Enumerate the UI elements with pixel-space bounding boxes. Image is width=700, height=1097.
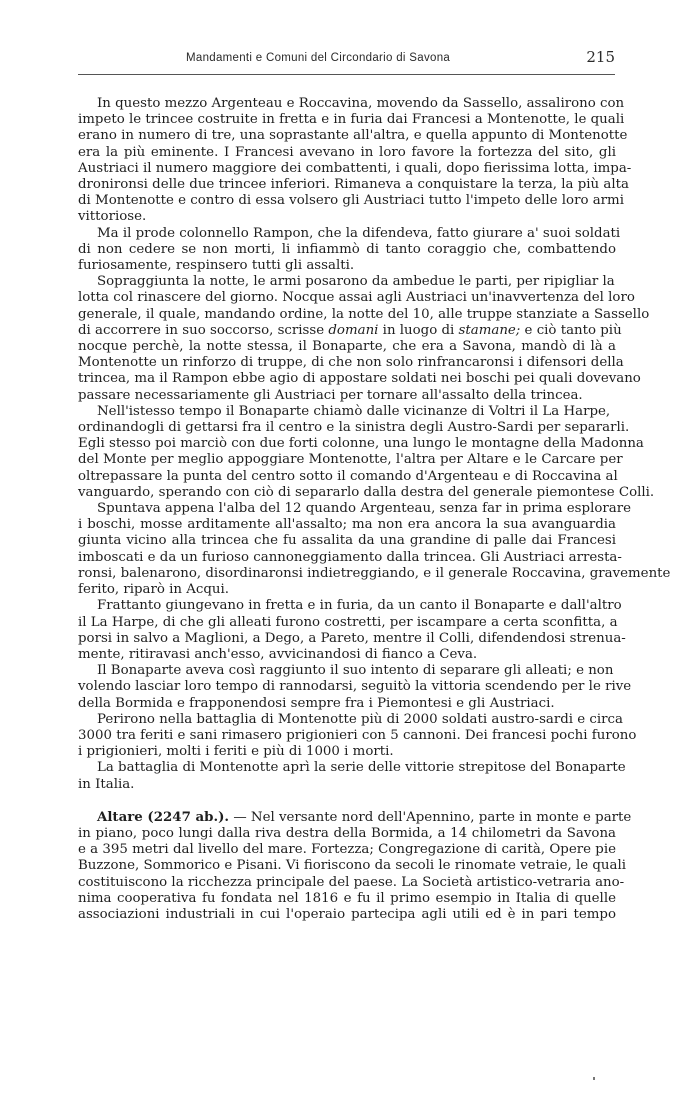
text-line: nima cooperativa fu fondata nel 1816 e fu il primo esempio in Italia di quelle — [78, 890, 616, 906]
running-title: Mandamenti e Comuni del Circondario di Savona — [186, 52, 451, 64]
text-line: di Montenotte e contro di essa volsero gli Austriaci tutto l'impeto delle loro armi — [78, 193, 624, 209]
text-line: vittoriose. — [78, 209, 147, 225]
text-line: Frattanto giungevano in fretta e in furia, da un canto il Bonaparte e dall'altro — [97, 598, 622, 614]
text-line: vanguardo, sperando con ciò di separarlo dalla destra del generale piemontese Colli. — [78, 484, 655, 500]
text-line: erano in numero di tre, una soprastante all'altra, e quella appunto di Montenotte — [78, 128, 628, 144]
paragraph — [78, 274, 650, 404]
text-line: dronironsi delle due trincee inferiori. Rimaneva a conquistare la terza, la più alta — [78, 177, 629, 193]
text-line: i boschi, mosse arditamente all'assalto; ma non era ancora la sua avanguardia — [78, 517, 616, 533]
text-line: e a 395 metri dal livello del mare. Fortezza; Congregazione di carità, Opere pie — [78, 842, 616, 858]
text-line: in Italia. — [78, 776, 135, 792]
body-text — [78, 96, 671, 923]
text-line: impeto le trincee costruite in fretta e in furia dai Francesi a Montenotte, le quali — [78, 112, 625, 128]
text-line: Spuntava appena l'alba del 12 quando Argenteau, senza far in prima esplorare — [97, 501, 631, 517]
paragraph — [78, 663, 632, 712]
text-line: ordinandogli di gettarsi fra il centro e la sinistra degli Austro-Sardi per separarli. — [78, 420, 630, 436]
section-altare — [78, 808, 632, 923]
text-line: In questo mezzo Argenteau e Roccavina, movendo da Sassello, assalirono con — [97, 96, 625, 111]
text-line: della Bormida e frapponendosi sempre fra i Piemontesi e gli Austriaci. — [78, 695, 555, 711]
paragraph — [78, 96, 632, 226]
text-line: giunta vicino alla trincea che fu assalita da una grandine di palle dai Francesi — [78, 533, 616, 549]
text-line: 3000 tra feriti e sani rimasero prigionieri con 5 cannoni. Dei francesi pochi furono — [78, 727, 637, 743]
paragraph — [78, 598, 626, 663]
text-line: costituiscono la ricchezza principale del paese. La Società artistico-vetraria ano- — [78, 874, 625, 890]
paragraph — [78, 225, 621, 275]
text-line: Nell'istesso tempo il Bonaparte chiamò dalle vicinanze di Voltri il La Harpe, — [97, 403, 611, 419]
text-line: in piano, poco lungi dalla riva destra della Bormida, a 14 chilometri da Savona — [78, 825, 616, 841]
text-line: Buzzone, Sommorico e Pisani. Vi fioriscono da secoli le rinomate vetraie, le quali — [78, 858, 626, 874]
text-line: Ma il prode colonnello Rampon, che la difendeva, fatto giurare a' suoi soldati — [97, 225, 621, 241]
text-line: nocque perchè, la notte stessa, il Bonaparte, che era a Savona, mandò di là a — [78, 339, 616, 355]
page-number: 215 — [586, 48, 615, 66]
paragraph — [78, 711, 637, 761]
text-line: passare necessariamente gli Austriaci per tornare all'assalto della trincea. — [78, 387, 583, 403]
text-line: Montenotte un rinforzo di truppe, di che non solo rinfrancaronsi i difensori della — [78, 355, 624, 371]
text-line: oltrepassare la punta del centro sotto il comando d'Argenteau e di Roccavina al — [78, 468, 618, 484]
paragraph — [78, 403, 655, 501]
text-line: di accorrere in suo soccorso, scrisse domani in luogo di stamane; e ciò tanto più — [78, 322, 622, 338]
text-line: Perirono nella battaglia di Montenotte più di 2000 soldati austro-sardi e circa — [97, 711, 623, 727]
text-line: associazioni industriali in cui l'operaio partecipa agli utili ed è in pari tempo — [78, 906, 616, 922]
text-line: ronsi, balenarono, disordinaronsi indietreggiando, e il generale Roccavina, gravemente — [78, 565, 671, 581]
text-line: imboscati e da un furioso cannoneggiamento dalla trincea. Gli Austriaci arresta- — [78, 549, 622, 565]
text-line: Altare (2247 ab.). — Nel versante nord dell'Apennino, parte in monte e parte — [97, 808, 632, 825]
text-line: era la più eminente. I Francesi avevano in loro favore la fortezza del sito, gli — [78, 144, 616, 160]
section-heading: Altare (2247 ab.). — [97, 808, 230, 825]
running-header — [78, 50, 615, 70]
speck-mark — [593, 1077, 595, 1080]
text-line: porsi in salvo a Maglioni, a Dego, a Pareto, mentre il Colli, difendendosi strenua- — [78, 630, 626, 646]
paragraph — [78, 760, 626, 792]
text-line: ferito, riparò in Acqui. — [78, 582, 230, 598]
text-line: furiosamente, respinsero tutti gli assalti. — [78, 258, 355, 274]
text-line: del Monte per meglio appoggiare Montenotte, l'altra per Altare e le Carcare per — [78, 452, 623, 468]
text-line: volendo lasciar loro tempo di rannodarsi, seguitò la vittoria scendendo per le rive — [78, 679, 632, 695]
paragraph — [78, 501, 671, 598]
text-line: La battaglia di Montenotte aprì la serie delle vittorie strepitose del Bonaparte — [97, 760, 626, 776]
text-line: i prigionieri, molti i feriti e più di 1000 i morti. — [78, 744, 394, 760]
text-line: Sopraggiunta la notte, le armi posarono da ambedue le parti, per ripigliar la — [97, 274, 615, 290]
text-line: mente, ritiravasi anch'esso, avvicinandosi di fianco a Ceva. — [78, 646, 478, 662]
text-line: Il Bonaparte aveva così raggiunto il suo intento di separare gli alleati; e non — [97, 663, 614, 679]
text-line: trincea, ma il Rampon ebbe agio di appostare soldati nei boschi pei quali dovevano — [78, 371, 641, 387]
header-rule — [78, 74, 615, 75]
text-line: Egli stesso poi marciò con due forti colonne, una lungo le montagne della Madonna — [78, 436, 644, 452]
text-line: lotta col rinascere del giorno. Nocque assai agli Austriaci un'inavvertenza del loro — [78, 290, 635, 306]
text-line: il La Harpe, di che gli alleati furono costretti, per iscampare a certa sconfitta, a — [78, 614, 618, 630]
text-line: di non cedere se non morti, li infiammò di tanto coraggio che, combattendo — [78, 241, 616, 257]
text-line: generale, il quale, mandando ordine, la notte del 10, alle truppe stanziate a Sassello — [78, 306, 650, 322]
text-line: Austriaci il numero maggiore dei combattenti, i quali, dopo fierissima lotta, impa- — [78, 160, 632, 176]
